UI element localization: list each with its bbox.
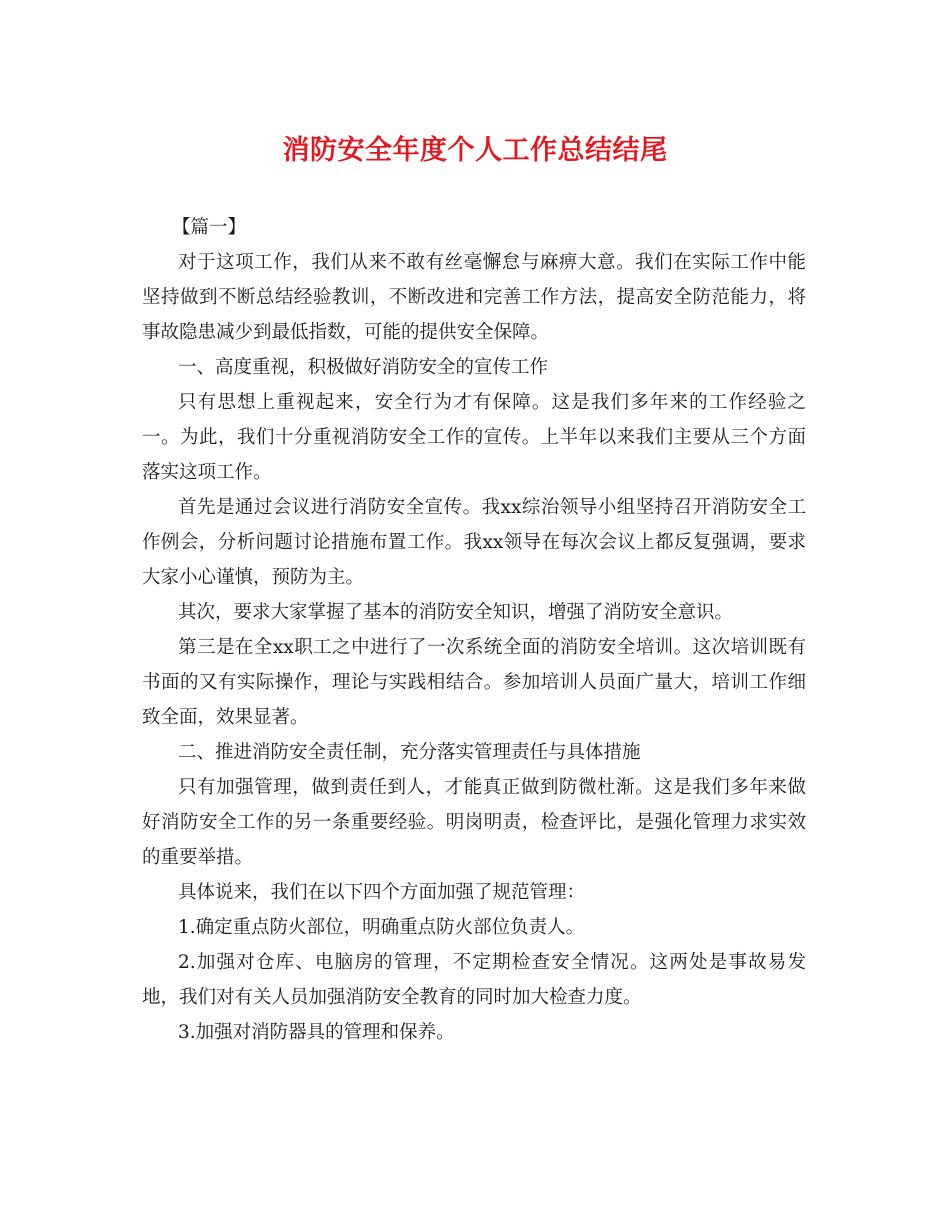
list-item: 3.加强对消防器具的管理和保养。 [178,1022,455,1043]
section-label: 【篇一】 [172,217,247,238]
paragraph: 只有思想上重视起来，安全行为才有保障。这是我们多年来的工作经验之一。为此，我们十分重视消防安全工作的宣传。上半年以来我们主要从三个方面落实这项工作。 [142,392,806,483]
paragraph: 对于这项工作，我们从来不敢有丝毫懈怠与麻痹大意。我们在实际工作中能坚持做到不断总结经验教训，不断改进和完善工作方法，提高安全防范能力，将事故隐患减少到最低指数，可能的提供安全保障。 [142,252,806,343]
paragraph: 第三是在全xx职工之中进行了一次系统全面的消防安全培训。这次培训既有书面的又有实际操作，理论与实践相结合。参加培训人员面广量大，培训工作细致全面，效果显著。 [142,637,806,728]
document-title: 消防安全年度个人工作总结结尾 [282,135,668,166]
paragraph: 首先是通过会议进行消防安全宣传。我xx综治领导小组坚持召开消防安全工作例会，分析问题讨论措施布置工作。我xx领导在每次会议上都反复强调，要求大家小心谨慎，预防为主。 [142,497,806,588]
paragraph: 其次，要求大家掌握了基本的消防安全知识，增强了消防安全意识。 [178,602,734,623]
list-item: 2.加强对仓库、电脑房的管理，不定期检查安全情况。这两处是事故易发地，我们对有关人员加强消防安全教育的同时加大检查力度。 [142,952,806,1008]
paragraph: 只有加强管理，做到责任到人，才能真正做到防微杜渐。这是我们多年来做好消防安全工作的另一条重要经验。明岗明责，检查评比，是强化管理力求实效的重要举措。 [142,777,806,868]
document-body [142,210,806,1050]
section-heading: 二、推进消防安全责任制，充分落实管理责任与具体措施 [178,742,641,763]
paragraph: 具体说来，我们在以下四个方面加强了规范管理： [178,882,586,903]
list-item: 1.确定重点防火部位，明确重点防火部位负责人。 [178,917,585,938]
section-heading: 一、高度重视，积极做好消防安全的宣传工作 [178,357,549,378]
